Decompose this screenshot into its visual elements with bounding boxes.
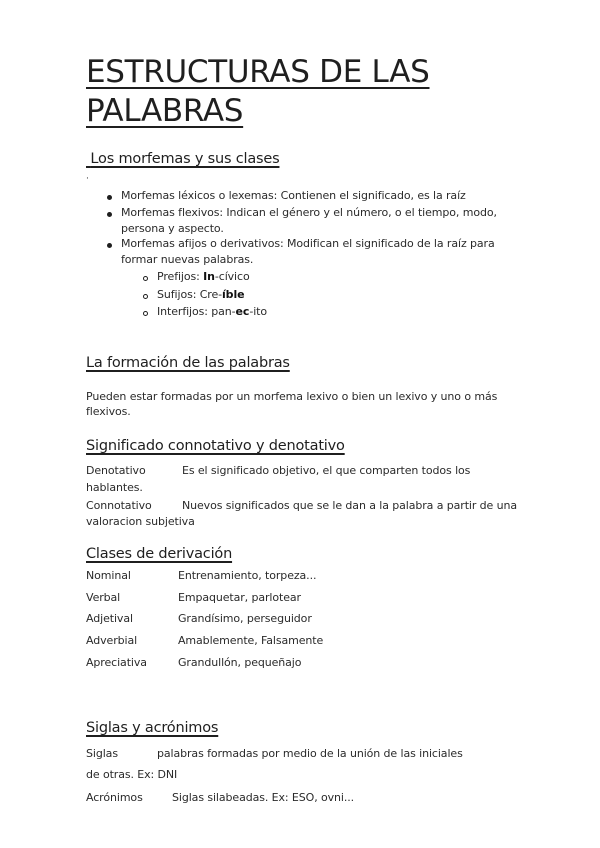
def-siglas-cont: de otras. Ex: DNI — [86, 768, 178, 781]
heading-significado: Significado connotativo y denotativo — [86, 438, 345, 454]
list-item-flexivos: Morfemas flexivos: Indican el género y el número, o el tiempo, modo, — [121, 206, 497, 219]
term-adverbial: Adverbial — [86, 634, 138, 647]
example-apreciativa: Grandullón, pequeñajo — [178, 656, 302, 669]
list-item-afijos: Morfemas afijos o derivativos: Modifican el significado de la raíz para — [121, 237, 495, 250]
circle-bullet-icon — [143, 276, 148, 281]
sublist-item-interfijos: Interfijos: pan-ec-ito — [157, 305, 267, 318]
example-nominal: Entrenamiento, torpeza... — [178, 569, 317, 582]
title-line-2: PALABRAS — [86, 93, 244, 129]
def-connotativo-cont: valoracion subjetiva — [86, 515, 195, 528]
def-acronimos: Siglas silabeadas. Ex: ESO, ovni... — [172, 791, 355, 804]
bullet-icon — [107, 243, 112, 248]
bullet-icon — [107, 212, 112, 217]
bullet-icon — [107, 195, 112, 200]
sublist-item-sufijos: Sufijos: Cre-íble — [157, 288, 245, 301]
term-adjetival: Adjetival — [86, 612, 133, 625]
term-acronimos: Acrónimos — [86, 791, 143, 804]
example-adverbial: Amablemente, Falsamente — [178, 634, 324, 647]
circle-bullet-icon — [143, 311, 148, 316]
heading-siglas: Siglas y acrónimos — [86, 720, 219, 736]
heading-derivacion: Clases de derivación — [86, 546, 233, 562]
list-item-lexemas: Morfemas léxicos o lexemas: Contienen el significado, es la raíz — [121, 189, 466, 202]
term-denotativo: Denotativo — [86, 464, 146, 477]
term-apreciativa: Apreciativa — [86, 656, 147, 669]
term-nominal: Nominal — [86, 569, 131, 582]
term-siglas: Siglas — [86, 747, 118, 760]
def-connotativo: Nuevos significados que se le dan a la palabra a partir de una — [182, 499, 518, 512]
list-item-afijos-cont: formar nuevas palabras. — [121, 253, 254, 266]
example-verbal: Empaquetar, parlotear — [178, 591, 301, 604]
term-verbal: Verbal — [86, 591, 121, 604]
def-denotativo-cont: hablantes. — [86, 481, 143, 494]
circle-bullet-icon — [143, 294, 148, 299]
stray-dot: · — [86, 174, 89, 184]
formacion-text-line-1: Pueden estar formadas por un morfema lexivo o bien un lexivo y uno o más — [86, 390, 498, 403]
heading-morfemas: Los morfemas y sus clases — [90, 151, 280, 167]
formacion-text-line-2: flexivos. — [86, 405, 131, 418]
sublist-item-prefijos: Prefijos: In-cívico — [157, 270, 250, 283]
def-denotativo: Es el significado objetivo, el que comparten todos los — [182, 464, 471, 477]
term-connotativo: Connotativo — [86, 499, 152, 512]
title-line-1: ESTRUCTURAS DE LAS — [86, 54, 430, 90]
example-adjetival: Grandísimo, perseguidor — [178, 612, 312, 625]
heading-formacion: La formación de las palabras — [86, 355, 290, 371]
def-siglas: palabras formadas por medio de la unión de las iniciales — [157, 747, 463, 760]
list-item-flexivos-cont: persona y aspecto. — [121, 222, 224, 235]
